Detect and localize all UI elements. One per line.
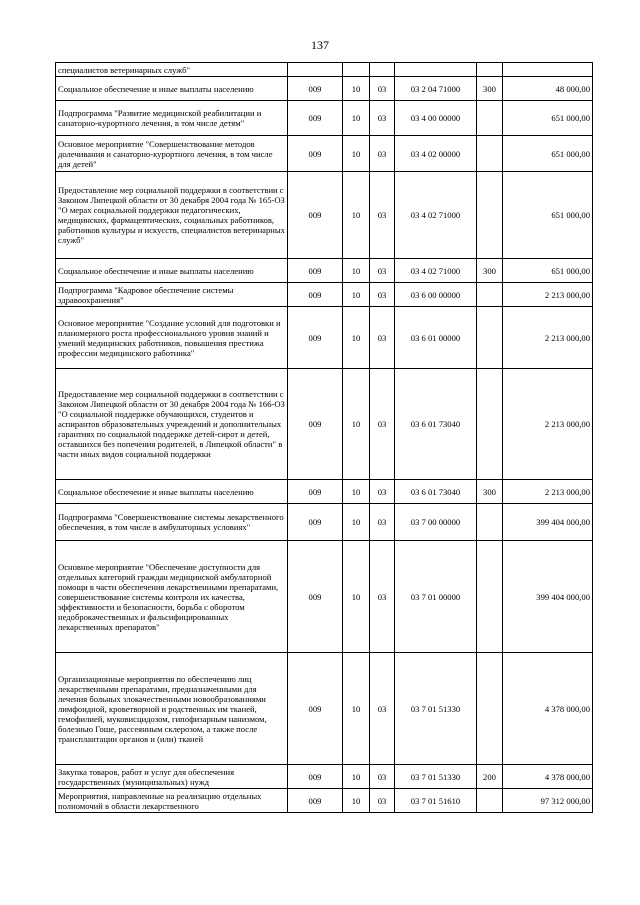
amount: 97 312 000,00: [503, 789, 593, 813]
target-article-code: 03 6 01 73040: [395, 369, 477, 480]
table-row: [56, 172, 593, 259]
ministry-code: 009: [288, 283, 343, 307]
section-code: 10: [343, 541, 370, 653]
section-code: 10: [343, 283, 370, 307]
target-article-code: 03 7 01 51330: [395, 765, 477, 789]
subsection-code: 03: [370, 480, 395, 504]
amount: [503, 63, 593, 77]
target-article-code: 03 7 01 51330: [395, 653, 477, 765]
expense-type-code: 300: [477, 480, 503, 504]
row-name: Социальное обеспечение и иные выплаты населению: [56, 259, 288, 283]
expense-type-code: [477, 283, 503, 307]
table-row: [56, 307, 593, 369]
subsection-code: 03: [370, 504, 395, 541]
ministry-code: 009: [288, 541, 343, 653]
section-code: 10: [343, 77, 370, 101]
target-article-code: 03 7 01 00000: [395, 541, 477, 653]
ministry-code: 009: [288, 101, 343, 136]
expense-type-code: [477, 504, 503, 541]
table-row: [56, 789, 593, 813]
expense-type-code: [477, 101, 503, 136]
target-article-code: 03 6 01 00000: [395, 307, 477, 369]
target-article-code: 03 4 00 00000: [395, 101, 477, 136]
section-code: 10: [343, 480, 370, 504]
amount: 651 000,00: [503, 136, 593, 172]
target-article-code: 03 6 01 73040: [395, 480, 477, 504]
ministry-code: 009: [288, 136, 343, 172]
expense-type-code: [477, 541, 503, 653]
subsection-code: 03: [370, 77, 395, 101]
target-article-code: 03 7 00 00000: [395, 504, 477, 541]
table-row: [56, 369, 593, 480]
ministry-code: 009: [288, 172, 343, 259]
subsection-code: 03: [370, 653, 395, 765]
table-row: [56, 653, 593, 765]
table-row: [56, 101, 593, 136]
expense-type-code: [477, 789, 503, 813]
section-code: 10: [343, 172, 370, 259]
page-number: 137: [311, 38, 329, 52]
ministry-code: 009: [288, 789, 343, 813]
amount: 4 378 000,00: [503, 653, 593, 765]
subsection-code: 03: [370, 541, 395, 653]
table-row: [56, 283, 593, 307]
amount: 48 000,00: [503, 77, 593, 101]
expense-type-code: [477, 369, 503, 480]
table-row: [56, 77, 593, 101]
subsection-code: 03: [370, 101, 395, 136]
target-article-code: 03 4 02 00000: [395, 136, 477, 172]
subsection-code: 03: [370, 259, 395, 283]
subsection-code: 03: [370, 172, 395, 259]
row-name: Основное мероприятие "Совершенствование методов долечивания и санаторно-курортного лечения, в том числе для детей": [56, 136, 288, 172]
row-name: Основное мероприятие "Создание условий для подготовки и планомерного роста профессионального уровня знаний и умений медицинских работников, повышения престижа профессии медицинского работника": [56, 307, 288, 369]
expense-type-code: [477, 136, 503, 172]
row-name: Основное мероприятие "Обеспечение доступности для отдельных категорий граждан медицинской амбулаторной помощи в части обеспечения лекарственными препаратами, совершенствование системы контроля их качества, эффективности и безопасности, борьба с оборотом недоброкачественных и фальсифицированных лекарственных препаратов": [56, 541, 288, 653]
target-article-code: 03 2 04 71000: [395, 77, 477, 101]
target-article-code: 03 7 01 51610: [395, 789, 477, 813]
target-article-code: 03 4 02 71000: [395, 172, 477, 259]
section-code: 10: [343, 765, 370, 789]
row-name: Подпрограмма "Кадровое обеспечение системы здравоохранения": [56, 283, 288, 307]
ministry-code: 009: [288, 653, 343, 765]
ministry-code: 009: [288, 480, 343, 504]
expense-type-code: [477, 63, 503, 77]
ministry-code: 009: [288, 77, 343, 101]
expense-type-code: [477, 307, 503, 369]
row-name: Мероприятия, направленные на реализацию отдельных полномочий в области лекарственного: [56, 789, 288, 813]
target-article-code: [395, 63, 477, 77]
table-row: [56, 765, 593, 789]
section-code: 10: [343, 789, 370, 813]
row-name: специалистов ветеринарных служб": [56, 63, 288, 77]
amount: 2 213 000,00: [503, 480, 593, 504]
target-article-code: 03 4 02 71000: [395, 259, 477, 283]
subsection-code: [370, 63, 395, 77]
amount: 651 000,00: [503, 101, 593, 136]
row-name: Предоставление мер социальной поддержки в соответствии с Законом Липецкой области от 30 декабря 2004 года № 165-ОЗ "О мерах социальной поддержки педагогических, медицинских, фармацевтических, социальных работников, работников культуры и искусств, специалистов ветеринарных служб": [56, 172, 288, 259]
section-code: 10: [343, 369, 370, 480]
table-row: [56, 504, 593, 541]
amount: 651 000,00: [503, 172, 593, 259]
ministry-code: [288, 63, 343, 77]
budget-table: [55, 62, 593, 813]
ministry-code: 009: [288, 307, 343, 369]
row-name: Социальное обеспечение и иные выплаты населению: [56, 480, 288, 504]
section-code: 10: [343, 136, 370, 172]
section-code: 10: [343, 259, 370, 283]
expense-type-code: 300: [477, 259, 503, 283]
table-body: [56, 63, 593, 813]
subsection-code: 03: [370, 136, 395, 172]
amount: 2 213 000,00: [503, 369, 593, 480]
table-row: [56, 136, 593, 172]
amount: 2 213 000,00: [503, 307, 593, 369]
amount: 2 213 000,00: [503, 283, 593, 307]
subsection-code: 03: [370, 765, 395, 789]
row-name: Подпрограмма "Развитие медицинской реабилитации и санаторно-курортного лечения, в том числе детям": [56, 101, 288, 136]
ministry-code: 009: [288, 259, 343, 283]
section-code: 10: [343, 307, 370, 369]
expense-type-code: [477, 172, 503, 259]
table-row: [56, 63, 593, 77]
row-name: Организационные мероприятия по обеспечению лиц лекарственными препаратами, предназначенными для лечения больных злокачественными новообразованиями лимфоидной, кроветворной и родственных им тканей, гемофилией, муковисцидозом, гипофизарным нанизмом, болезнью Гоше, рассеянным склерозом, а также после трансплантации органов и (или) тканей: [56, 653, 288, 765]
expense-type-code: 300: [477, 77, 503, 101]
amount: 399 404 000,00: [503, 504, 593, 541]
row-name: Социальное обеспечение и иные выплаты населению: [56, 77, 288, 101]
section-code: 10: [343, 101, 370, 136]
expense-type-code: [477, 653, 503, 765]
table-row: [56, 259, 593, 283]
expense-type-code: 200: [477, 765, 503, 789]
subsection-code: 03: [370, 369, 395, 480]
section-code: 10: [343, 653, 370, 765]
table-row: [56, 541, 593, 653]
section-code: 10: [343, 504, 370, 541]
table-row: [56, 480, 593, 504]
subsection-code: 03: [370, 789, 395, 813]
subsection-code: 03: [370, 283, 395, 307]
amount: 4 378 000,00: [503, 765, 593, 789]
ministry-code: 009: [288, 765, 343, 789]
section-code: [343, 63, 370, 77]
amount: 651 000,00: [503, 259, 593, 283]
ministry-code: 009: [288, 369, 343, 480]
target-article-code: 03 6 00 00000: [395, 283, 477, 307]
row-name: Закупка товаров, работ и услуг для обеспечения государственных (муниципальных) нужд: [56, 765, 288, 789]
row-name: Предоставление мер социальной поддержки в соответствии с Законом Липецкой области от 30 декабря 2004 года № 166-ОЗ "О социальной поддержке обучающихся, студентов и аспирантов образовательных учреждений и дополнительных гарантиях по социальной поддержке детей-сирот и детей, оставшихся без попечения родителей, в Липецкой области" в части иных видов социальной поддержки: [56, 369, 288, 480]
subsection-code: 03: [370, 307, 395, 369]
row-name: Подпрограмма "Совершенствование системы лекарственного обеспечения, в том числе в амбулаторных условиях": [56, 504, 288, 541]
amount: 399 404 000,00: [503, 541, 593, 653]
ministry-code: 009: [288, 504, 343, 541]
